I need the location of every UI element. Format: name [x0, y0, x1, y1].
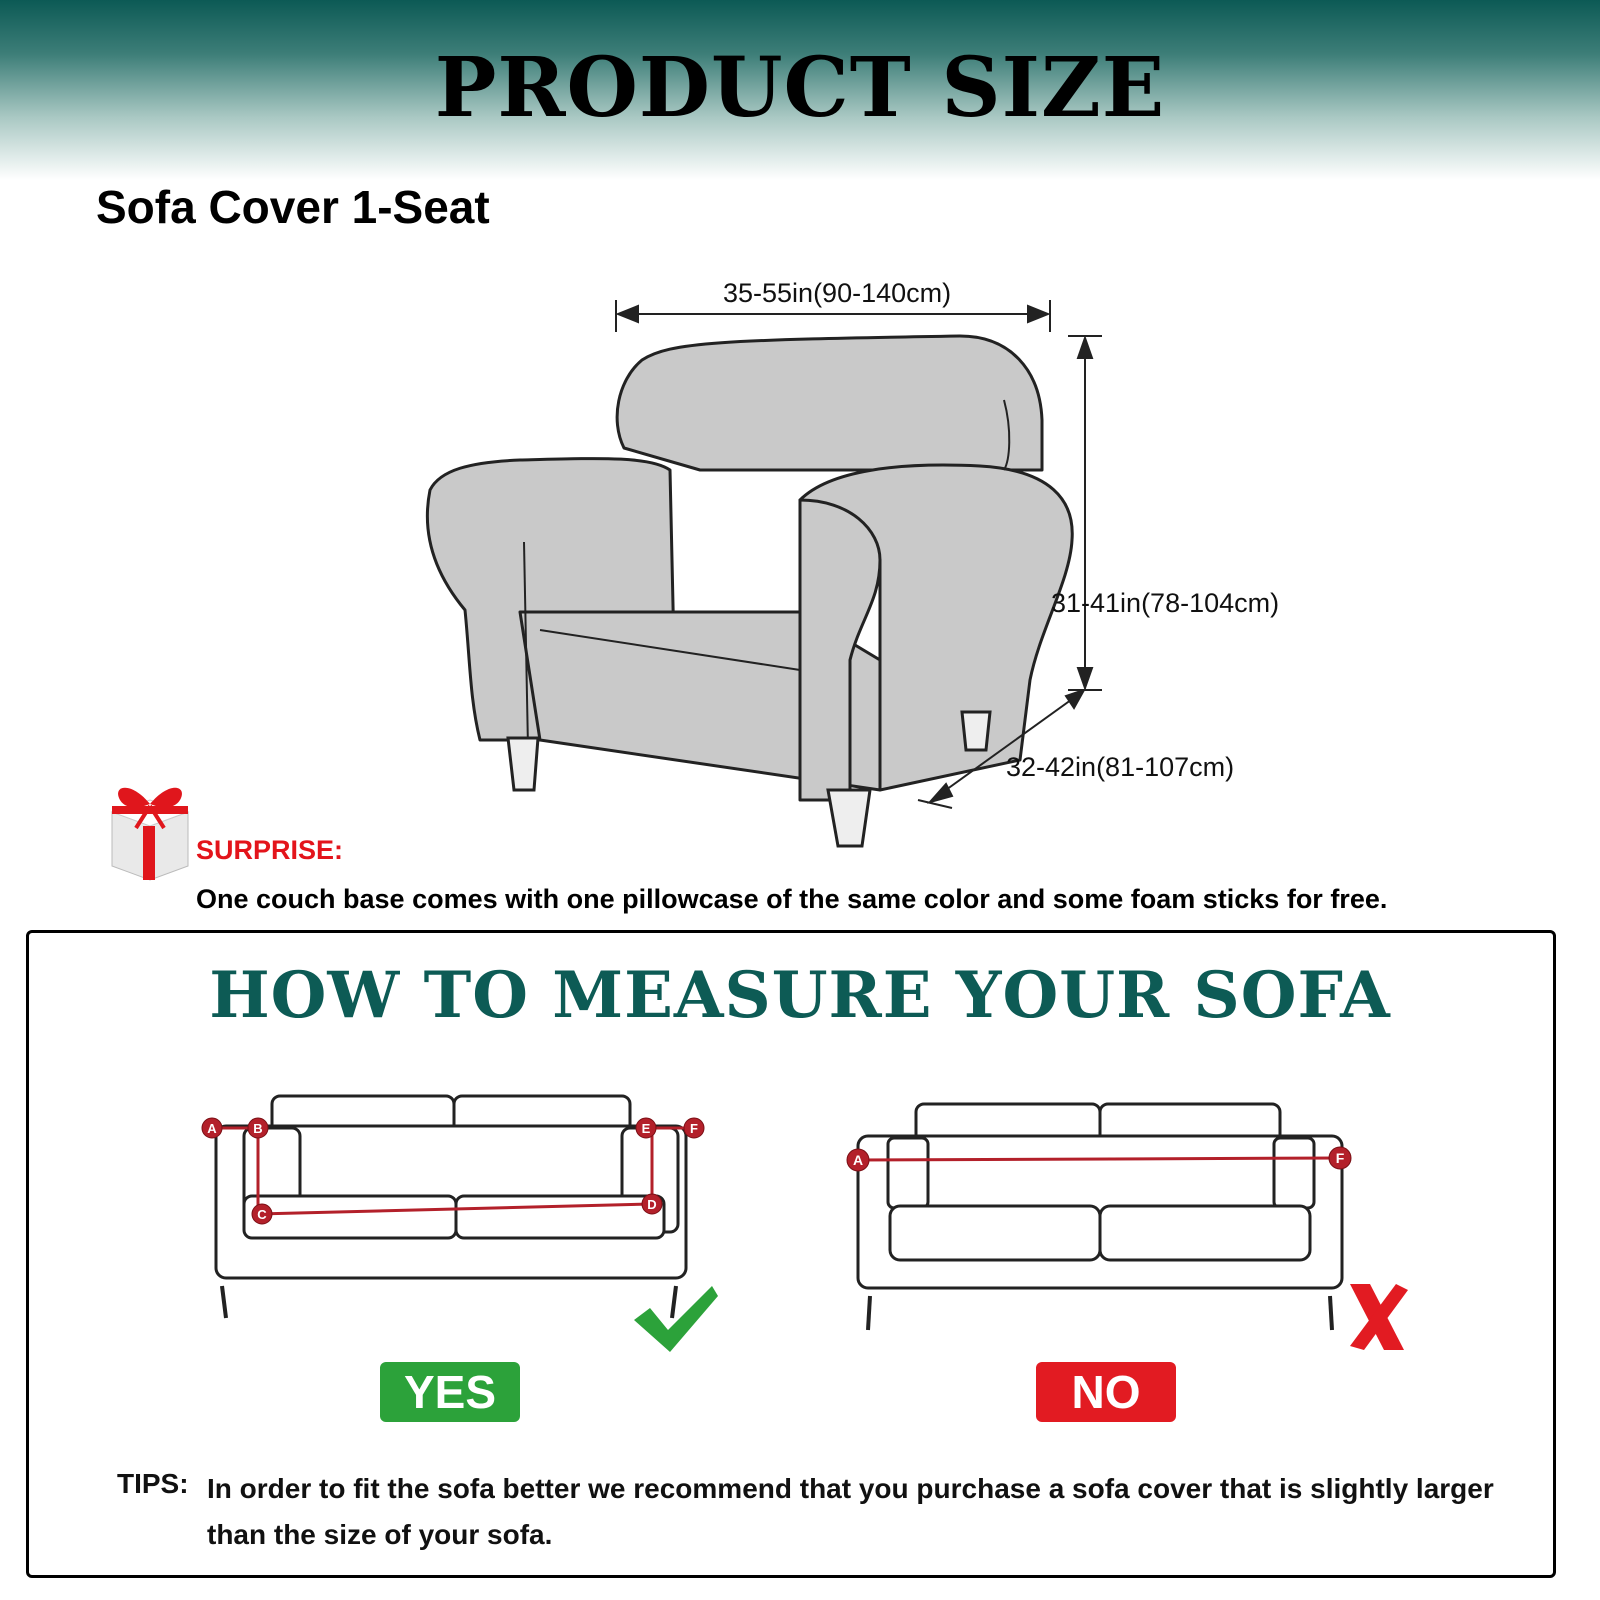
product-name: Sofa Cover 1-Seat: [96, 181, 490, 233]
surprise-text: One couch base comes with one pillowcase of the same color and some foam sticks for free.: [196, 884, 1388, 914]
point-b-letter: B: [253, 1121, 263, 1136]
point-d-letter: D: [647, 1197, 657, 1212]
depth-dimension-label: 32-42in(81-107cm): [1006, 752, 1235, 782]
no-point-f-letter: F: [1335, 1150, 1345, 1166]
no-point-a-letter: A: [852, 1152, 864, 1168]
point-f-letter: F: [690, 1121, 698, 1136]
no-badge: NO: [1036, 1362, 1176, 1422]
page-title: PRODUCT SIZE: [434, 40, 1166, 136]
measure-title: HOW TO MEASURE YOUR SOFA: [209, 958, 1391, 1033]
surprise-label: SURPRISE:: [196, 835, 344, 865]
point-c-letter: C: [257, 1207, 267, 1222]
point-e-letter: E: [641, 1121, 651, 1136]
point-a-letter: A: [207, 1121, 217, 1136]
tips-text: In order to fit the sofa better we recommend that you purchase a sofa cover that is slightly larger than the size of your sofa.: [207, 1473, 1494, 1550]
yes-badge: YES: [380, 1362, 520, 1422]
width-dimension-label: 35-55in(90-140cm): [723, 278, 952, 308]
tips-label: TIPS:: [117, 1468, 189, 1499]
height-dimension-label: 31-41in(78-104cm): [1051, 588, 1280, 618]
cross-icon: [1350, 1284, 1408, 1350]
